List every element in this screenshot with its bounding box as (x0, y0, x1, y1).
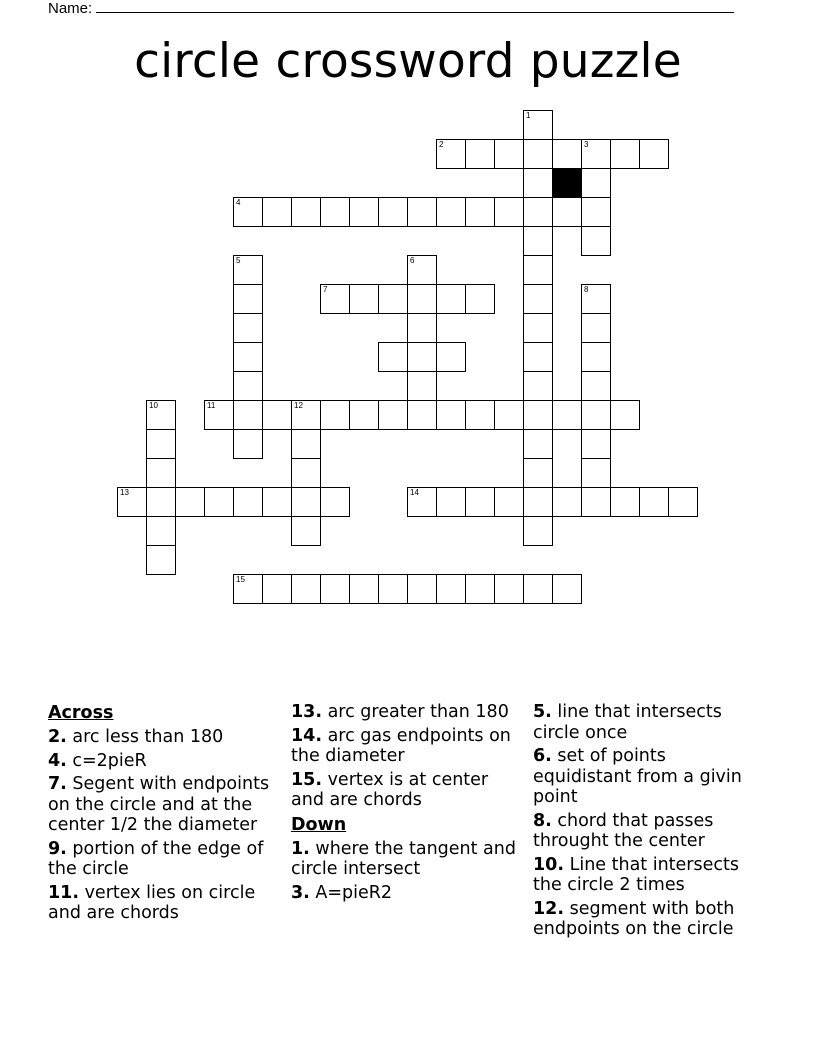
grid-cell[interactable] (233, 400, 263, 430)
grid-cell[interactable] (523, 255, 553, 285)
clue-number-label: 11 (207, 401, 216, 410)
grid-cell[interactable] (581, 139, 611, 169)
grid-cell[interactable] (291, 429, 321, 459)
grid-cell[interactable] (523, 458, 553, 488)
grid-cell[interactable] (349, 284, 379, 314)
grid-cell[interactable] (291, 574, 321, 604)
grid-cell[interactable] (494, 487, 524, 517)
clue-number-label: 8 (584, 285, 589, 294)
grid-cell[interactable] (407, 284, 437, 314)
grid-cell[interactable] (581, 284, 611, 314)
grid-cell[interactable] (146, 458, 176, 488)
grid-cell[interactable] (581, 429, 611, 459)
grid-cell[interactable] (668, 487, 698, 517)
clue-across-11: 11. vertex lies on circle and are chords (48, 882, 256, 923)
grid-cell[interactable] (233, 313, 263, 343)
clue-number-label: 7 (323, 285, 328, 294)
grid-cell[interactable] (552, 574, 582, 604)
clue-across-2: 2. arc less than 180 (48, 727, 224, 747)
grid-cell[interactable] (291, 487, 321, 517)
grid-cell[interactable] (465, 139, 495, 169)
grid-cell[interactable] (407, 197, 437, 227)
grid-cell[interactable] (436, 487, 466, 517)
clue-number-label: 2 (439, 140, 444, 149)
grid-cell[interactable] (523, 168, 553, 198)
grid-cell[interactable] (581, 313, 611, 343)
black-cell (552, 168, 582, 198)
grid-cell[interactable] (320, 284, 350, 314)
grid-cell[interactable] (146, 516, 176, 546)
grid-cell[interactable] (552, 487, 582, 517)
grid-cell[interactable] (465, 400, 495, 430)
grid-cell[interactable] (523, 197, 553, 227)
grid-cell[interactable] (349, 197, 379, 227)
grid-cell[interactable] (349, 400, 379, 430)
grid-cell[interactable] (320, 574, 350, 604)
grid-cell[interactable] (320, 487, 350, 517)
grid-cell[interactable] (523, 429, 553, 459)
clue-across-4: 4. c=2pieR (48, 750, 147, 771)
clue-number-label: 1 (526, 111, 531, 120)
grid-cell[interactable] (291, 516, 321, 546)
grid-cell[interactable] (378, 197, 408, 227)
grid-cell[interactable] (378, 284, 408, 314)
grid-cell[interactable] (610, 487, 640, 517)
grid-cell[interactable] (204, 487, 234, 517)
grid-cell[interactable] (523, 400, 553, 430)
clue-across-15: 15. vertex is at center and are chords (291, 769, 489, 810)
grid-cell[interactable] (436, 400, 466, 430)
grid-cell[interactable] (262, 574, 292, 604)
grid-cell[interactable] (146, 400, 176, 430)
grid-cell[interactable] (407, 342, 437, 372)
grid-cell[interactable] (436, 197, 466, 227)
grid-cell[interactable] (523, 487, 553, 517)
grid-cell[interactable] (581, 371, 611, 401)
clue-number-label: 4 (236, 198, 241, 207)
grid-cell[interactable] (581, 458, 611, 488)
grid-cell[interactable] (552, 139, 582, 169)
clue-number-label: 3 (584, 140, 589, 149)
grid-cell[interactable] (262, 197, 292, 227)
grid-cell[interactable] (552, 197, 582, 227)
grid-cell[interactable] (291, 458, 321, 488)
clue-down-12: 12. segment with both endpoints on the circle (533, 898, 735, 939)
grid-cell[interactable] (175, 487, 205, 517)
clue-down-1: 1. where the tangent and circle intersect (291, 838, 516, 879)
clue-number-label: 12 (294, 401, 303, 410)
grid-cell[interactable] (494, 574, 524, 604)
grid-cell[interactable] (378, 574, 408, 604)
clue-across-7: 7. Segent with endpoints on the circle and at the center 1/2 the diameter (48, 774, 270, 835)
grid-cell[interactable] (465, 284, 495, 314)
grid-cell[interactable] (523, 226, 553, 256)
grid-cell[interactable] (233, 197, 263, 227)
clue-down-6: 6. set of points equidistant from a givin point (533, 746, 742, 807)
grid-cell[interactable] (407, 313, 437, 343)
grid-cell[interactable] (407, 371, 437, 401)
grid-cell[interactable] (610, 400, 640, 430)
grid-cell[interactable] (117, 487, 147, 517)
grid-cell[interactable] (465, 574, 495, 604)
clue-number-label: 6 (410, 256, 415, 265)
grid-cell[interactable] (494, 197, 524, 227)
grid-cell[interactable] (291, 400, 321, 430)
grid-cell[interactable] (581, 400, 611, 430)
grid-cell[interactable] (523, 342, 553, 372)
clue-number-label: 15 (236, 575, 245, 584)
grid-cell[interactable] (523, 371, 553, 401)
clue-across-14: 14. arc gas endpoints on the diameter (291, 725, 511, 766)
grid-cell[interactable] (407, 487, 437, 517)
clue-down-10: 10. Line that intersects the circle 2 times (533, 854, 739, 895)
grid-cell[interactable] (320, 197, 350, 227)
clue-down-8: 8. chord that passes throught the center (533, 810, 714, 851)
grid-cell[interactable] (523, 284, 553, 314)
grid-cell[interactable] (523, 139, 553, 169)
grid-cell[interactable] (233, 574, 263, 604)
grid-cell[interactable] (639, 139, 669, 169)
grid-cell[interactable] (146, 429, 176, 459)
grid-cell[interactable] (523, 110, 553, 140)
grid-cell[interactable] (146, 487, 176, 517)
grid-cell[interactable] (291, 197, 321, 227)
grid-cell[interactable] (610, 139, 640, 169)
grid-cell[interactable] (436, 342, 466, 372)
clue-column-1 (48, 702, 280, 927)
grid-cell[interactable] (436, 574, 466, 604)
grid-cell[interactable] (233, 371, 263, 401)
grid-cell[interactable] (233, 255, 263, 285)
grid-cell[interactable] (523, 516, 553, 546)
clue-column-3 (533, 702, 765, 943)
clue-across-13: 13. arc greater than 180 (291, 702, 509, 722)
clue-across-9: 9. portion of the edge of the circle (48, 838, 264, 879)
grid-cell[interactable] (378, 342, 408, 372)
grid-cell[interactable] (581, 487, 611, 517)
grid-cell[interactable] (146, 545, 176, 575)
grid-cell[interactable] (407, 574, 437, 604)
grid-cell[interactable] (407, 400, 437, 430)
grid-cell[interactable] (204, 400, 234, 430)
grid-cell[interactable] (494, 400, 524, 430)
grid-cell[interactable] (639, 487, 669, 517)
clue-number-label: 5 (236, 256, 241, 265)
grid-cell[interactable] (581, 342, 611, 372)
puzzle-title: circle crossword puzzle (134, 34, 682, 89)
grid-cell[interactable] (233, 487, 263, 517)
grid-cell[interactable] (436, 284, 466, 314)
grid-cell[interactable] (378, 400, 408, 430)
grid-cell[interactable] (465, 487, 495, 517)
name-label: Name: (48, 0, 93, 17)
grid-cell[interactable] (581, 168, 611, 198)
grid-cell[interactable] (407, 255, 437, 285)
clue-down-3: 3. A=pieR2 (291, 882, 393, 903)
across-heading: Across (48, 703, 114, 723)
grid-cell[interactable] (465, 197, 495, 227)
grid-cell[interactable] (349, 574, 379, 604)
clue-number-label: 13 (120, 488, 129, 497)
grid-cell[interactable] (262, 487, 292, 517)
grid-cell[interactable] (233, 342, 263, 372)
grid-cell[interactable] (320, 400, 350, 430)
grid-cell[interactable] (494, 139, 524, 169)
clue-down-5: 5. line that intersects circle once (533, 702, 722, 743)
grid-cell[interactable] (523, 574, 553, 604)
grid-cell[interactable] (581, 197, 611, 227)
down-heading: Down (291, 814, 347, 835)
clue-number-label: 14 (410, 488, 419, 497)
grid-cell[interactable] (436, 139, 466, 169)
clue-number-label: 10 (149, 401, 158, 410)
grid-cell[interactable] (233, 429, 263, 459)
clue-column-2 (291, 702, 523, 906)
grid-cell[interactable] (581, 226, 611, 256)
grid-cell[interactable] (262, 400, 292, 430)
grid-cell[interactable] (523, 313, 553, 343)
grid-cell[interactable] (233, 284, 263, 314)
grid-cell[interactable] (552, 400, 582, 430)
